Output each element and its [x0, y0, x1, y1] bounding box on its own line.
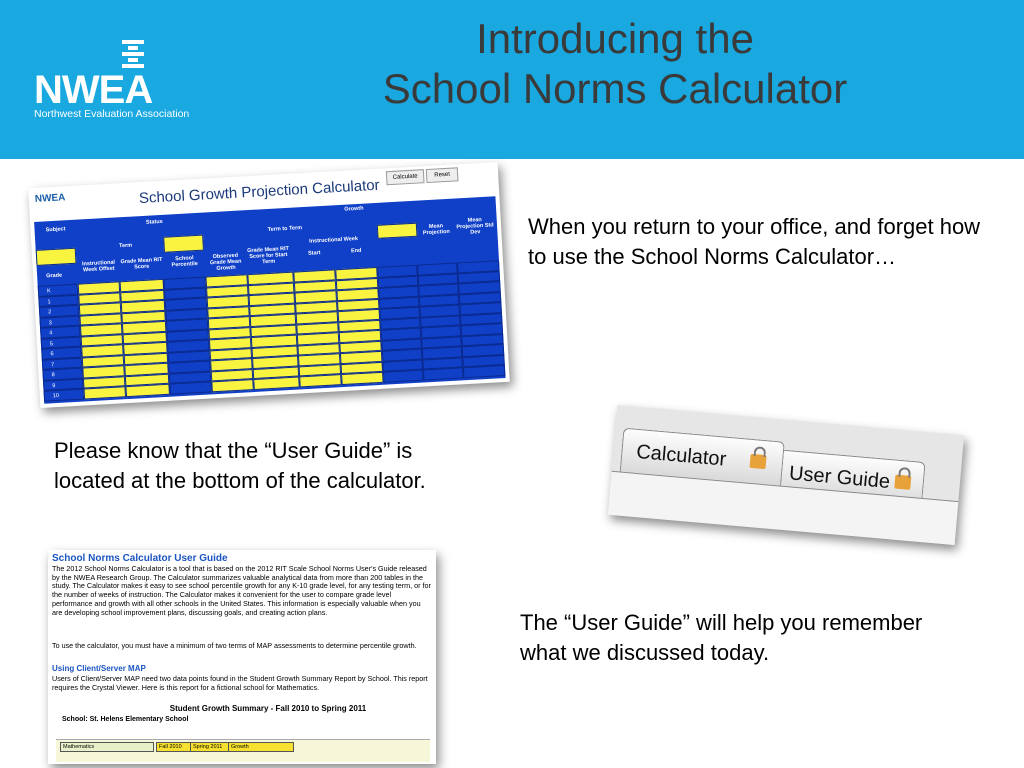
hdr-subject: Subject [45, 226, 66, 234]
guide-col-fall: Fall 2010 [156, 742, 192, 752]
calc-input-cell[interactable] [253, 376, 300, 389]
guide-subject-box: Mathematics [60, 742, 154, 752]
hdr-status: Status [145, 218, 163, 226]
slide-title [250, 14, 980, 114]
calc-grid [34, 196, 505, 404]
calc-input-cell [463, 365, 506, 378]
lock-icon [749, 454, 766, 469]
header-banner [0, 0, 1024, 159]
grade-cell: 8 [42, 368, 83, 381]
calc-input-cell [169, 381, 212, 394]
hdr-grade: Grade [46, 272, 63, 280]
hdr-end: End [350, 247, 362, 255]
tabs-screenshot [608, 405, 964, 545]
lock-icon [894, 475, 911, 490]
grade-cell: 2 [39, 305, 80, 318]
calc-title: School Growth Projection Calculator [138, 176, 381, 208]
tab-user-guide-label: User Guide [788, 462, 891, 494]
text-user-guide-location: Please know that the “User Guide” is located at the bottom of the calculator. [54, 438, 426, 493]
calc-input-cell[interactable] [299, 374, 342, 387]
calculate-button[interactable]: Calculate [386, 169, 425, 185]
grade-cell: 4 [40, 326, 81, 339]
guide-title: School Norms Calculator User Guide [52, 553, 228, 564]
user-guide-screenshot [48, 550, 436, 764]
grade-cell: 5 [41, 336, 82, 349]
reset-button[interactable]: Reset [426, 167, 459, 183]
header-input-cell[interactable] [377, 223, 418, 239]
guide-col-spring: Spring 2011 [190, 742, 230, 752]
guide-col-growth: Growth [228, 742, 294, 752]
hdr-term: Term [118, 242, 133, 250]
guide-report-title: Student Growth Summary - Fall 2010 to Spring 2011 [169, 704, 367, 713]
text-return-office: When you return to your office, and forget how to use the School Norms Calculator… [528, 214, 981, 269]
grade-cell: 7 [42, 357, 83, 370]
grade-cell: 3 [39, 315, 80, 328]
nwea-logo [32, 40, 212, 120]
hdr-term-to-term: Term to Term [267, 225, 303, 233]
calculator-screenshot [28, 162, 510, 408]
logo-text: NWEA [34, 68, 153, 112]
calc-input-cell [423, 367, 464, 380]
hdr-growth: Growth [344, 205, 364, 213]
hdr-school-percentile: School Percentile [171, 255, 199, 269]
tab-calculator-label: Calculator [635, 440, 728, 471]
guide-school: School: St. Helens Elementary School [62, 716, 189, 723]
calc-input-cell [383, 370, 424, 383]
guide-client-server: Users of Client/Server MAP need two data points found in the Student Growth Summary Report by School. This report requires the Crystal Viewer. Here is this report for a fictional school for Mathematics. [52, 674, 428, 692]
hdr-instr-week-offset: Instructional Week Offset [81, 259, 116, 274]
slide-title-line2: School Norms Calculator [382, 65, 848, 112]
grade-cell: 6 [41, 347, 82, 360]
slide-title-line1: Introducing the [476, 15, 754, 62]
hdr-observed-growth: Observed Grade Mean Growth [209, 252, 242, 272]
text-user-guide-help: The “User Guide” will help you remember what we discussed today. [520, 610, 923, 665]
calc-input-cell[interactable] [211, 379, 254, 392]
grade-cell: K [38, 284, 79, 297]
header-input-cell[interactable] [163, 235, 204, 253]
hdr-start: Start [307, 250, 321, 257]
hdr-grade-mean-start: Grade Mean RIT Score for Start Term [246, 245, 290, 266]
subject-input[interactable] [36, 248, 77, 266]
guide-report-bar [56, 739, 430, 762]
grade-cell: 1 [38, 294, 79, 307]
hdr-projection-std-dev: Mean Projection Std Dev [456, 217, 494, 236]
hdr-mean-projection: Mean Projection [422, 223, 450, 237]
calc-brand: NWEA [34, 192, 66, 205]
guide-subheading: Using Client/Server MAP [52, 664, 146, 673]
calc-input-cell[interactable] [341, 372, 384, 385]
hdr-grade-mean-rit: Grade Mean RIT Score [120, 256, 163, 271]
hdr-instr-week: Instructional Week [309, 235, 359, 245]
guide-intro: The 2012 School Norms Calculator is a tool that is based on the 2012 RIT Scale School Norms User's Guide released by the NWEA Research Group. The Calculator summarizes valuable analytical data from more than 200 tables in the study. The Calculator makes it easy to see school percentile growth for any K-10 grade level, for any testing term, or for the number of weeks of instruction. The Calculator makes it convenient for the user to compare grade level performance and growth with all other schools in the United States. This information is especially valuable when you are developing school improvement plans, discussing goals, and creating action plans. [52, 564, 431, 617]
grade-cell: 9 [43, 378, 84, 391]
grade-cell: 10 [44, 389, 85, 402]
guide-requirement: To use the calculator, you must have a minimum of two terms of MAP assessments to determine percentile growth. [52, 641, 417, 650]
calc-input-cell[interactable] [125, 384, 170, 397]
calc-input-cell[interactable] [83, 386, 126, 399]
logo-subtitle: Northwest Evaluation Association [34, 108, 190, 120]
